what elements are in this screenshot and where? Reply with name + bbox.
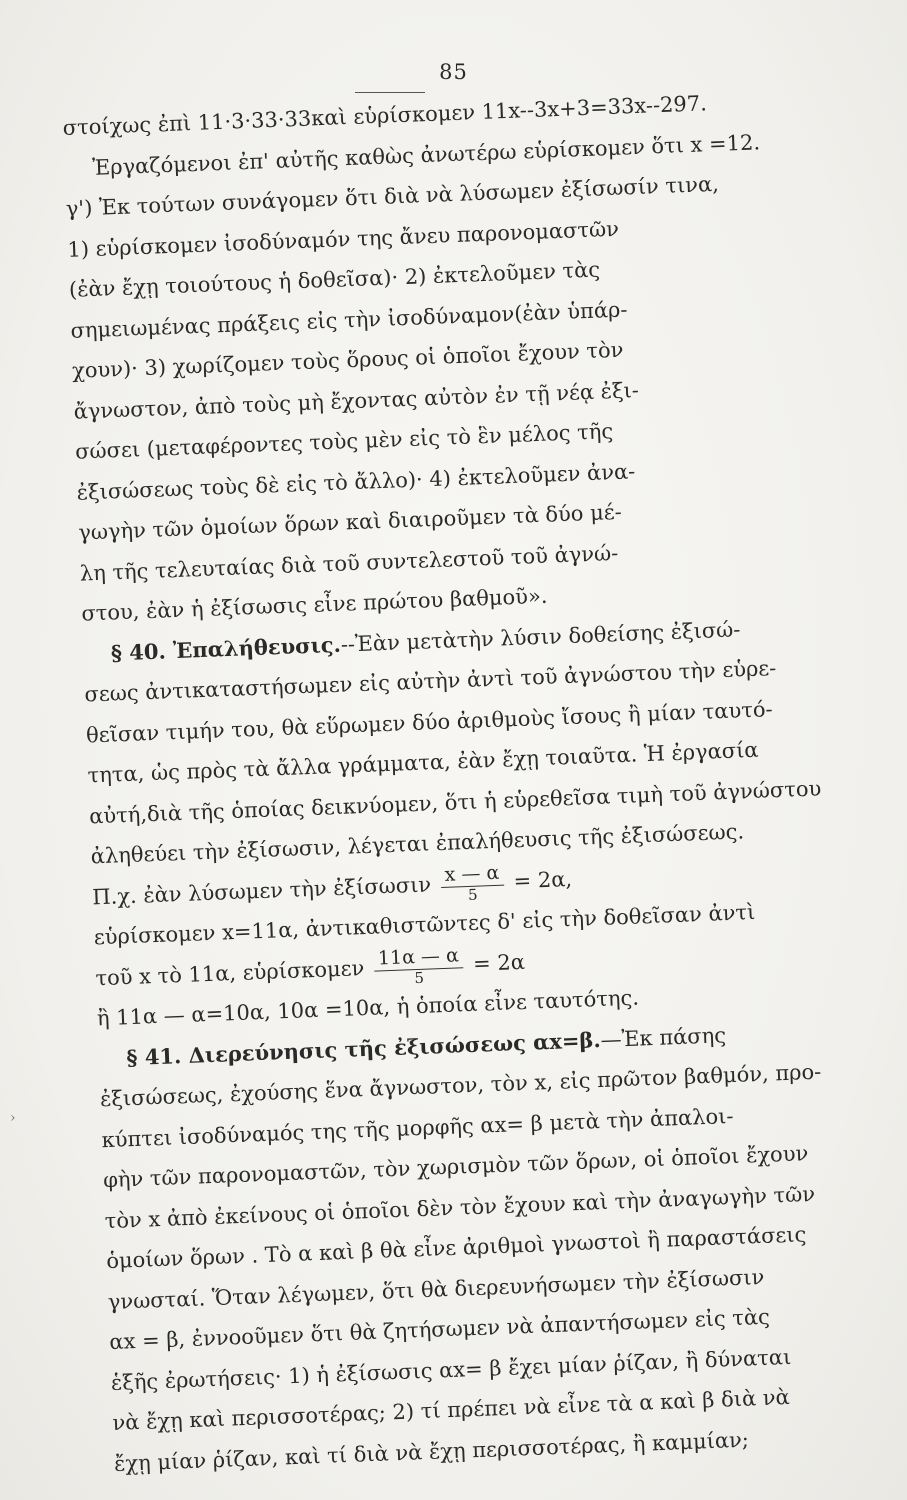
text-line: ἄγνωστον, ἀπὸ τοὺς μὴ ἔχοντας αὐτὸν ἐν τῇ νέᾳ ἐξι- [73,377,640,424]
example-intro: Π.χ. ἐὰν λύσωμεν τὴν ἐξίσωσιν [91,871,432,909]
example-rhs: = 2α, [513,866,573,893]
text-line: (ἐὰν ἔχῃ τοιούτους ἡ δοθεῖσα)· 2) ἐκτελοῦμεν τὰς [68,257,601,302]
text-line: στου, ἐὰν ἡ ἐξίσωσις εἶνε πρώτου βαθμοῦ». [80,583,548,626]
example-check-intro: τοῦ x τὸ 11α, εὑρίσκομεν [94,955,365,990]
text-line: ἐξισώσεως, ἐχούσης ἕνα ἄγνωστον, τὸν x, εἰς πρῶτον βαθμόν, προ- [99,1059,822,1112]
text-line: αὐτή,διὰ τῆς ὁποίας δεικνύομεν, ὅτι ἡ εὑρεθεῖσα τιμὴ τοῦ ἀγνώστου [88,775,822,828]
text-line: στοίχως ἐπὶ 11·3·33·33καὶ εὑρίσκομεν 11x--3x+3=33x--297. [62,91,708,140]
text-line: ἢ 11α — α=10α, 10α =10α, ἡ ὁποία εἶνε ταυτότης. [96,985,640,1031]
text-line: Ἐργαζόμενοι ἐπ' αὐτῆς καθὼς ἀνωτέρω εὑρίσκομεν ὅτι x =12. [91,129,761,180]
fraction-numerator: 11α — α [374,945,464,971]
text-line: θεῖσαν τιμήν του, θὰ εὕρωμεν δύο ἀριθμοὺς ἴσους ἢ μίαν ταυτό- [85,696,773,748]
text-line: ἐξισώσεως τοὺς δὲ εἰς τὸ ἄλλο)· 4) ἐκτελοῦμεν ἀνα- [76,458,636,505]
text-line: ἀληθεύει τὴν ἐξίσωσιν, λέγεται ἐπαλήθευσις τῆς ἐξισώσεως. [90,819,745,869]
check-fraction [374,945,464,988]
text-line: λη τῆς τελευταίας διὰ τοῦ συντελεστοῦ τοῦ ἀγνώ- [79,540,619,586]
page-number-rule [355,92,425,93]
text-line: σώσει (μεταφέροντες τοὺς μὲν εἰς τὸ ἓν μέλος τῆς [74,419,614,464]
page-number: 85 [439,60,468,84]
section-41-text: —Ἐκ πάσης [600,1022,727,1052]
section-41-heading: § 41. Διερεύνησις τῆς ἐξισώσεως αx=β. [126,1026,602,1070]
text-line: κύπτει ἰσοδύναμός της τῆς μορφῆς αx= β μετὰ τὴν ἀπαλοι- [101,1103,734,1152]
example-fraction [440,863,504,905]
text-line: νὰ ἔχῃ καὶ περισσοτέρας; 2) τί πρέπει νὰ εἶνε τὰ α καὶ β διὰ νὰ [112,1385,791,1436]
text-line: γνωσταί. Ὅταν λέγωμεν, ὅτι θὰ διερευνήσωμεν τὴν ἐξίσωσιν [107,1264,765,1314]
text-line: ἑξῆς ἐρωτήσεις· 1) ἡ ἐξίσωσις αx= β ἔχει μίαν ῥίζαν, ἢ δύναται [110,1344,792,1395]
text-line: γωγὴν τῶν ὁμοίων ὅρων καὶ διαιροῦμεν τὰ δύο μέ- [77,499,623,545]
text-line: σημειωμένας πράξεις εἰς τὴν ἰσοδύναμον(ἐὰν ὑπάρ- [70,296,628,343]
fraction-numerator: x — α [440,863,503,888]
text-line: τητα, ὡς πρὸς τὰ ἄλλα γράμματα, ἐὰν ἔχῃ τοιαῦτα. Ἡ ἐργασία [87,737,759,788]
body-text [62,79,874,1484]
text-line: ἔχῃ μίαν ῥίζαν, καὶ τί διὰ νὰ ἔχῃ περισσοτέρας, ἢ καμμίαν; [113,1427,750,1476]
fraction-denominator: 5 [467,885,478,904]
check-rhs: = 2α [472,949,526,976]
text-line: γ') Ἐκ τούτων συνάγομεν ὅτι διὰ νὰ λύσωμεν ἐξίσωσίν τινα, [65,171,720,221]
text-line: εὑρίσκομεν x=11α, ἀντικαθιστῶντες δ' εἰς τὴν δοθεῖσαν ἀντὶ [93,899,756,950]
section-40-text: --Ἐὰν μετὰτὴν λύσιν δοθείσης ἐξισώ- [340,616,741,657]
text-line: χουν)· 3) χωρίζομεν τοὺς ὅρους οἱ ὁποῖοι ἔχουν τὸν [71,337,624,383]
text-line: 1) εὑρίσκομεν ἰσοδύναμόν της ἄνευ παρονομαστῶν [66,216,620,262]
section-40-heading: § 40. Ἐπαλήθευσις. [110,631,342,666]
margin-mark: › [10,1110,16,1126]
text-line: τὸν x ἀπὸ ἐκείνους οἱ ὁποῖοι δὲν τὸν ἔχουν καὶ τὴν ἀναγωγὴν τῶν [104,1181,816,1233]
text-line: φὴν τῶν παρονομαστῶν, τὸν χωρισμὸν τῶν ὅρων, οἱ ὁποῖοι ἔχουν [102,1141,809,1193]
text-line: αx = β, ἐννοοῦμεν ὅτι θὰ ζητήσωμεν νὰ ἀπαντήσωμεν εἰς τὰς [108,1304,771,1355]
text-line: ὁμοίων ὅρων . Τὸ α καὶ β θὰ εἶνε ἀριθμοὶ γνωστοὶ ἢ παραστάσεις [105,1222,807,1274]
text-line: σεως ἀντικαταστήσωμεν εἰς αὐτὴν ἀντὶ τοῦ ἀγνώστου τὴν εὑρε- [84,656,777,707]
fraction-denominator: 5 [414,968,425,987]
